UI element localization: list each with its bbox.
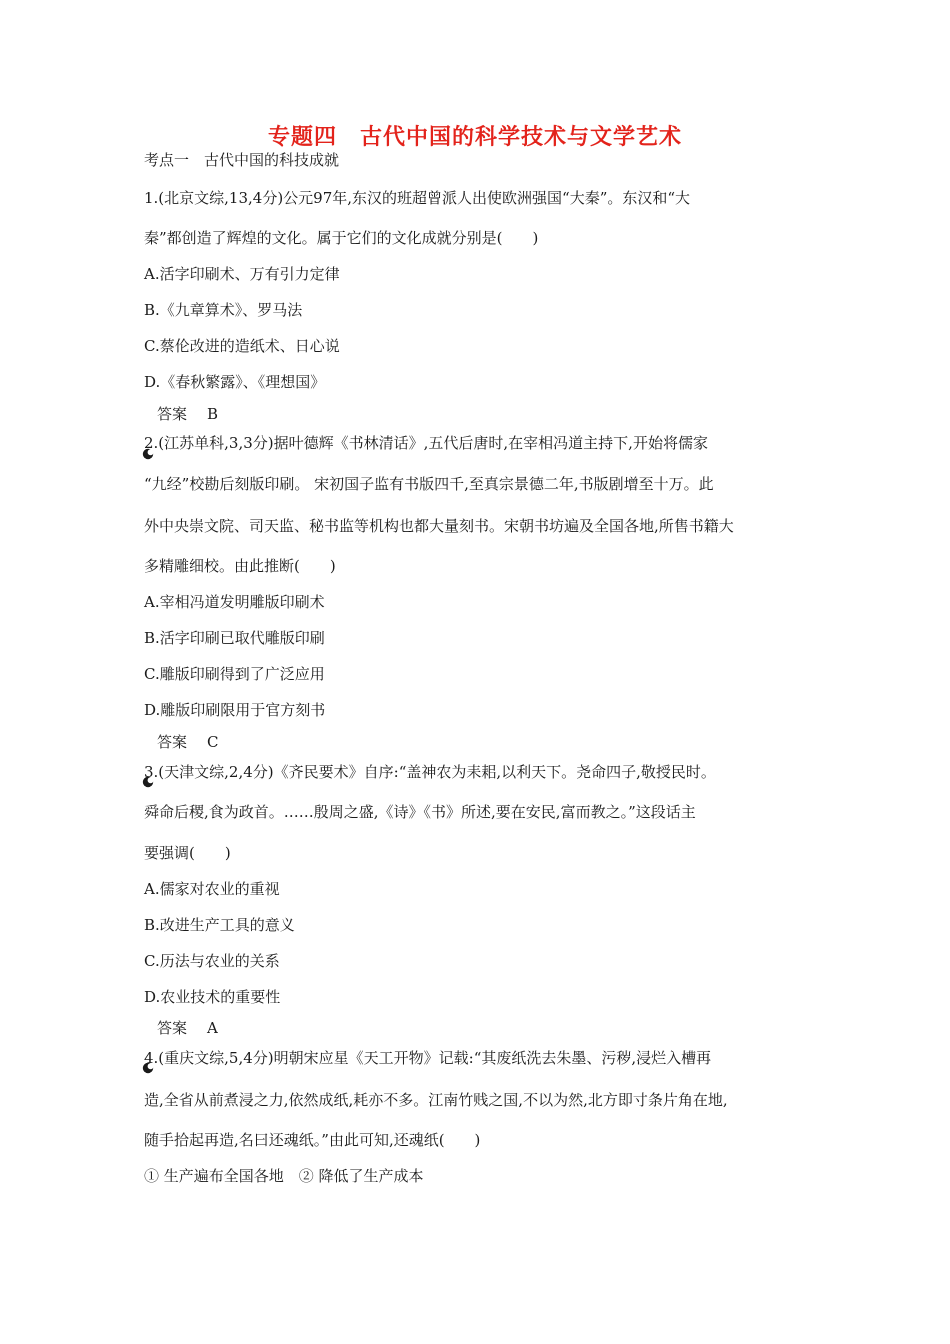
question-2-line-4: 多精雕细校。由此推断( ): [144, 557, 336, 575]
question-1-line-2: 秦”都创造了辉煌的文化。属于它们的文化成就分别是( ): [144, 229, 539, 247]
question-3-option-d: D.农业技术的重要性: [144, 988, 281, 1006]
question-2-option-b: B.活字印刷已取代雕版印刷: [144, 629, 325, 647]
answer-value: C: [207, 733, 219, 751]
question-3-line-1: 3.(天津文综,2,4分)《齐民要术》自序:“盖神农为耒耜,以利天下。尧命四子,敬授民时。: [144, 763, 716, 781]
question-2-option-a: A.宰相冯道发明雕版印刷术: [144, 593, 325, 611]
question-1-line-1: 1.(北京文综,13,4分)公元97年,东汉的班超曾派人出使欧洲强国“大秦”。东汉和“大: [144, 189, 691, 207]
question-2-option-c: C.雕版印刷得到了广泛应用: [144, 665, 325, 683]
question-4-choices: ① 生产遍布全国各地 ② 降低了生产成本: [144, 1167, 424, 1185]
question-1-answer: [142, 404, 218, 424]
question-2-line-2: “九经”校勘后刻版印刷。 宋初国子监有书版四千,至真宗景德二年,书版剧增至十万。此: [144, 475, 714, 493]
question-1-option-c: C.蔡伦改进的造纸术、日心说: [144, 337, 340, 355]
question-2-line-1: 2.(江苏单科,3,3分)据叶德辉《书林清话》,五代后唐时,在宰相冯道主持下,开始将儒家: [144, 434, 708, 452]
question-3-option-c: C.历法与农业的关系: [144, 952, 280, 970]
question-3-line-3: 要强调( ): [144, 844, 231, 862]
answer-value: A: [207, 1019, 218, 1037]
question-3-answer: [142, 1018, 218, 1038]
question-1-option-a: A.活字印刷术、万有引力定律: [144, 265, 340, 283]
question-2-option-d: D.雕版印刷限用于官方刻书: [144, 701, 326, 719]
question-4-line-3: 随手拾起再造,名曰还魂纸。”由此可知,还魂纸( ): [144, 1131, 481, 1149]
question-4-line-1: 4.(重庆文综,5,4分)明朝宋应星《天工开物》记载:“其废纸洗去朱墨、污秽,浸烂入槽再: [144, 1049, 712, 1067]
answer-value: B: [207, 405, 219, 423]
page-title: 专题四 古代中国的科学技术与文学艺术: [267, 125, 682, 150]
answer-label: 答案: [157, 733, 188, 751]
question-3-option-a: A.儒家对农业的重视: [144, 880, 280, 898]
question-2-answer: [142, 732, 219, 752]
answer-marker-icon: [142, 1021, 156, 1035]
question-1-option-b: B.《九章算术》、罗马法: [144, 301, 303, 319]
question-2-line-3: 外中央崇文院、司天监、秘书监等机构也都大量刻书。宋朝书坊遍及全国各地,所售书籍大: [144, 517, 734, 535]
answer-label: 答案: [157, 405, 188, 423]
answer-label: 答案: [157, 1019, 188, 1037]
question-3-option-b: B.改进生产工具的意义: [144, 916, 295, 934]
question-4-line-2: 造,全省从前煮浸之力,依然成纸,耗亦不多。江南竹贱之国,不以为然,北方即寸条片角在地,: [144, 1091, 728, 1109]
answer-marker-icon: [142, 407, 156, 421]
question-1-option-d: D.《春秋繁露》、《理想国》: [144, 373, 326, 391]
section-heading: 考点一 古代中国的科技成就: [144, 151, 340, 169]
answer-marker-icon: [142, 735, 156, 749]
question-3-line-2: 舜命后稷,食为政首。……殷周之盛,《诗》《书》所述,要在安民,富而教之。”这段话主: [144, 803, 696, 821]
